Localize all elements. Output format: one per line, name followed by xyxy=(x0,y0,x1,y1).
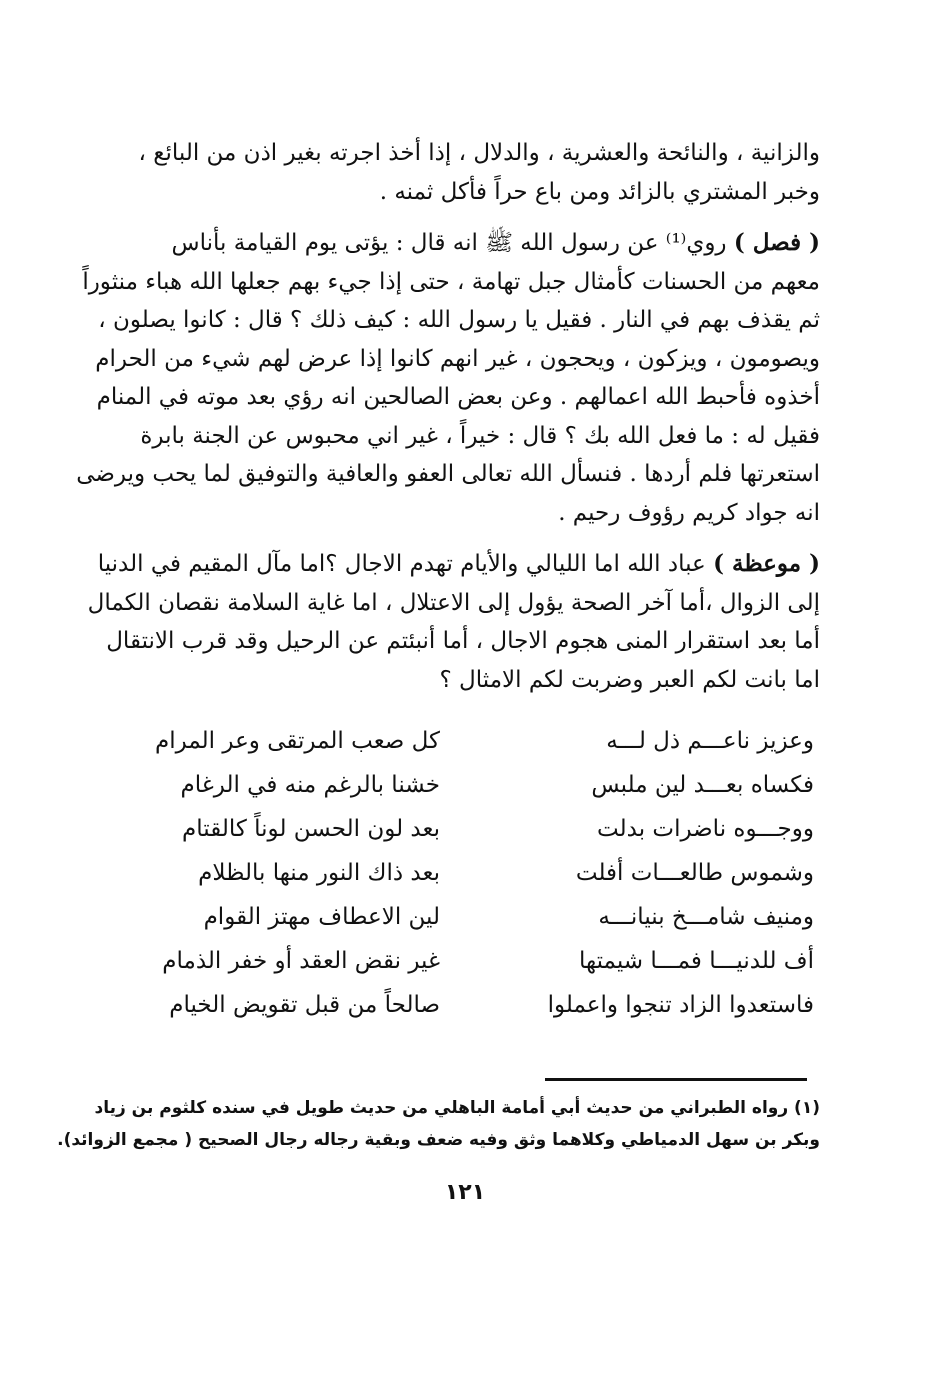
verse-first-hemistich: فاستعدوا الزاد تنجوا واعملوا xyxy=(547,992,814,1018)
paragraph-maw3iza xyxy=(87,545,820,699)
footnote-line: وبكر بن سهل الدمياطي وكلاهما وثق وفيه ضعف وبقية رجاله رجال الصحيح ( مجمع الزوائد). xyxy=(57,1130,820,1150)
page-body xyxy=(76,120,820,1027)
poem xyxy=(140,719,820,1027)
verse-second-hemistich: بعد ذاك النور منها بالظلام xyxy=(198,860,440,886)
text-line: وخبر المشتري بالزائد ومن باع حراً فأكل ثمنه . xyxy=(379,178,820,205)
poem-verse xyxy=(140,763,820,807)
text-line-content: عباد الله اما الليالي والأيام تهدم الاجال ؟اما مآل المقيم في الدنيا xyxy=(97,551,706,577)
verse-first-hemistich: أف للدنيـــا فمـــا شيمتها xyxy=(579,948,814,974)
paragraph-continuation xyxy=(140,134,820,211)
footnote-divider xyxy=(545,1078,807,1081)
text-line: أخذوه فأحبط الله اعمالهم . وعن بعض الصالحين انه رؤي بعد موته في المنام xyxy=(96,384,820,410)
verse-second-hemistich: غير نقض العقد أو خفر الذمام xyxy=(162,948,440,974)
verse-first-hemistich: وشموس طالعـــات أفلت xyxy=(575,860,814,886)
text-line-content: روي⁽¹⁾ عن رسول الله ﷺ انه قال : يؤتى يوم القيامة بأناس xyxy=(171,230,727,256)
text-line: معهم من الحسنات كأمثال جبل تهامة ، حتى إذا جيء بهم جعلها الله هباء منثوراً xyxy=(82,268,820,295)
text-line: أما بعد استقرار المنى هجوم الاجال ، أما أنبئتم عن الرحيل وقد قرب الانتقال xyxy=(106,628,820,654)
text-line xyxy=(97,545,820,584)
text-line xyxy=(140,224,820,263)
verse-second-hemistich: لين الاعطاف مهتز القوام xyxy=(203,904,440,930)
paragraph-fasl xyxy=(76,224,820,532)
text-line: ويصومون ، ويزكون ، ويحجون ، غير انهم كانوا إذا عرض لهم شيء من الحرام xyxy=(95,345,820,372)
section-heading-fasl: ( فصل ) xyxy=(733,229,820,256)
poem-verse xyxy=(140,895,820,939)
verse-second-hemistich: كل صعب المرتقى وعر المرام xyxy=(155,728,440,754)
verse-second-hemistich: خشنا بالرغم منه في الرغام xyxy=(180,772,440,798)
verse-first-hemistich: وعزيز ناعـــم ذل لـــه xyxy=(606,728,814,754)
footnote xyxy=(57,1092,820,1156)
text-line: ثم يقذف بهم في النار . فقيل يا رسول الله : كيف ذلك ؟ قال : كانوا يصلون ، xyxy=(98,307,820,333)
page-number: ١٢١ xyxy=(444,1180,486,1205)
poem-verse xyxy=(140,719,820,763)
verse-first-hemistich: ومنيف شامـــخ بنيانـــه xyxy=(598,904,814,930)
poem-verse xyxy=(140,807,820,851)
section-heading-maw3iza: ( موعظة ) xyxy=(713,550,820,577)
text-line: إلى الزوال ،أما آخر الصحة يؤول إلى الاعتلال ، اما غاية السلامة نقصان الكمال xyxy=(87,589,820,616)
verse-first-hemistich: فكساه بعـــد لين ملبس xyxy=(591,772,814,798)
verse-second-hemistich: بعد لون الحسن لوناً كالقتام xyxy=(182,816,440,842)
poem-verse xyxy=(140,851,820,895)
verse-first-hemistich: ووجـــوه ناضرات بدلت xyxy=(597,816,814,842)
text-line: والزانية ، والنائحة والعشرية ، والدلال ، إذا أخذ اجرته بغير اذن من البائع ، xyxy=(138,140,820,166)
poem-verse xyxy=(140,939,820,983)
footnote-line: (١) رواه الطبراني من حديث أبي أمامة الباهلي من حديث طويل في سنده كلثوم بن زياد xyxy=(94,1098,820,1118)
text-line: انه جواد كريم رؤوف رحيم . xyxy=(558,499,820,526)
verse-second-hemistich: صالحاً من قبل تقويض الخيام xyxy=(169,992,440,1018)
text-line: فقيل له : ما فعل الله بك ؟ قال : خيراً ، غير اني محبوس عن الجنة بابرة xyxy=(140,422,820,449)
text-line: اما بانت لكم العبر وضربت لكم الامثال ؟ xyxy=(439,666,820,693)
poem-verse xyxy=(140,983,820,1027)
text-line: استعرتها فلم أردها . فنسأل الله تعالى العفو والعافية والتوفيق لما يحب ويرضى xyxy=(76,461,820,487)
